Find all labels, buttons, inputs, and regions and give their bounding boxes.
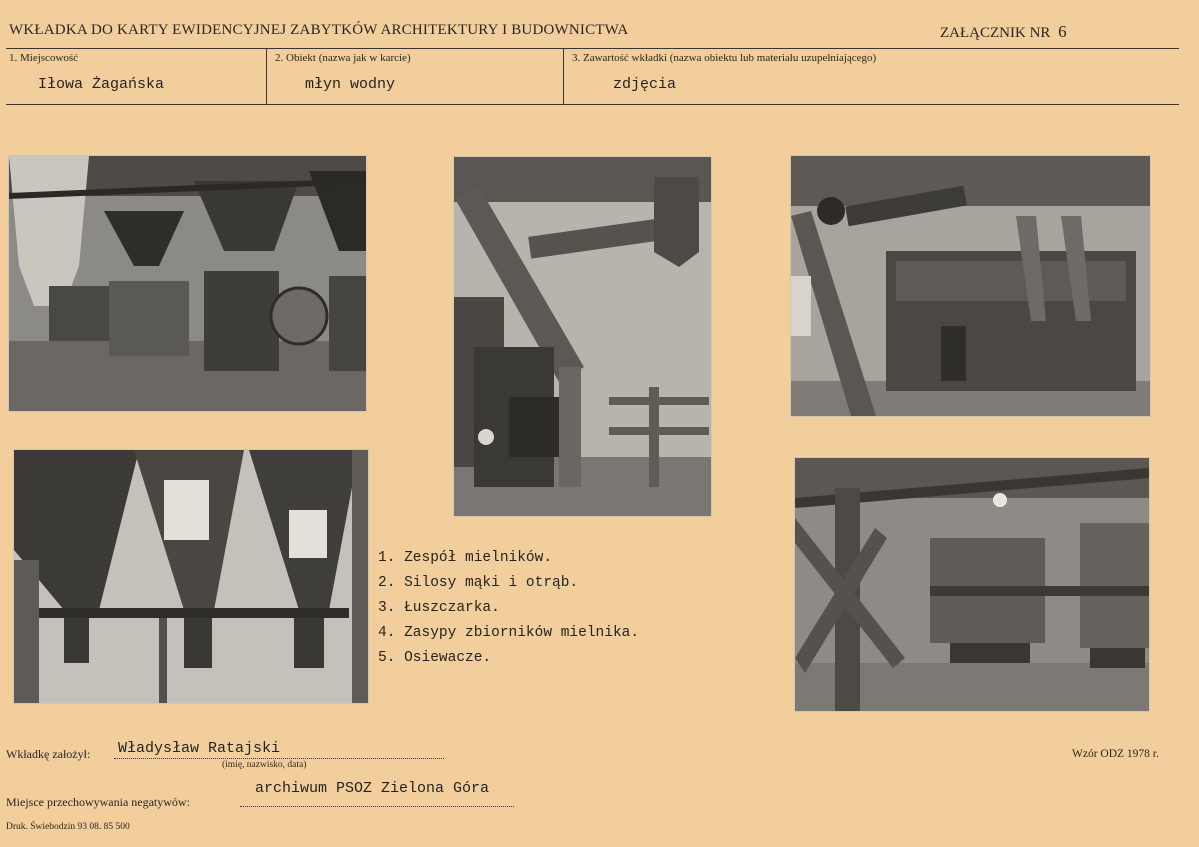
form-model: Wzór ODZ 1978 r. bbox=[1072, 748, 1159, 760]
photo-captions bbox=[378, 546, 639, 671]
storage-value: archiwum PSOZ Zielona Góra bbox=[255, 780, 490, 797]
contents-label: 3. Zawartość wkładki (nazwa obiektu lub materiału uzupełniającego) bbox=[572, 52, 877, 64]
annex-label-text: ZAŁĄCZNIK NR bbox=[940, 25, 1051, 41]
locality-label: 1. Miejscowość bbox=[9, 52, 79, 64]
annex-number: 6 bbox=[1058, 22, 1067, 41]
founder-dotted-line bbox=[114, 758, 444, 759]
photo-huller bbox=[453, 156, 712, 517]
field-divider-2 bbox=[563, 49, 564, 104]
photo-flour-silos bbox=[13, 449, 369, 704]
caption-item: 3. Łuszczarka. bbox=[378, 600, 500, 616]
caption-item: 4. Zasypy zbiorników mielnika. bbox=[378, 625, 640, 641]
founder-value: Władysław Ratajski bbox=[118, 740, 281, 757]
storage-dotted-line bbox=[240, 806, 514, 807]
photo-sifters bbox=[794, 457, 1150, 712]
caption-item: 5. Osiewacze. bbox=[378, 650, 492, 666]
founder-label: Wkładkę założył: bbox=[6, 747, 91, 761]
caption-item: 1. Zespół mielników. bbox=[378, 550, 553, 566]
founder-hint: (imię, nazwisko, data) bbox=[222, 760, 307, 770]
print-info: Druk. Świebodzin 93 08. 85 500 bbox=[6, 822, 130, 832]
photo-mill-assembly bbox=[8, 155, 367, 412]
field-divider-1 bbox=[266, 49, 267, 104]
header-rule bbox=[6, 48, 1179, 49]
fields-rule bbox=[6, 104, 1179, 105]
contents-value: zdjęcia bbox=[613, 76, 677, 93]
object-label: 2. Obiekt (nazwa jak w karcie) bbox=[275, 52, 411, 64]
photo-hopper-feeds bbox=[790, 155, 1151, 417]
caption-item: 2. Silosy mąki i otrąb. bbox=[378, 575, 579, 591]
form-title: WKŁADKA DO KARTY EWIDENCYJNEJ ZABYTKÓW ARCHITEKTURY I BUDOWNICTWA bbox=[9, 22, 629, 38]
storage-label: Miejsce przechowywania negatywów: bbox=[6, 795, 190, 809]
object-value: młyn wodny bbox=[305, 76, 396, 93]
annex-label bbox=[940, 22, 1067, 42]
locality-value: Iłowa Żagańska bbox=[38, 76, 165, 93]
